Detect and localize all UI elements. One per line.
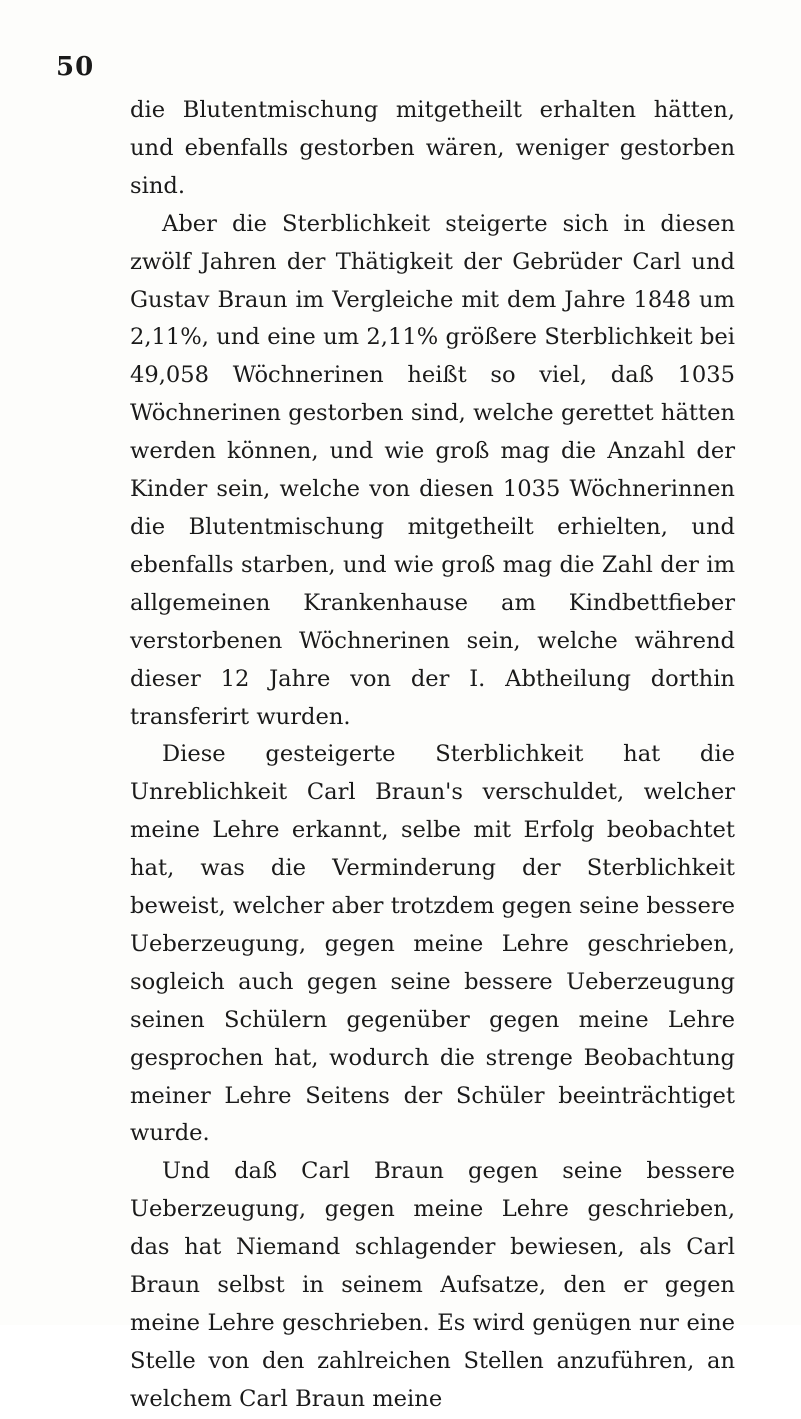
paragraph-continuation: die Blutentmischung mitgetheilt erhalten hätten, und ebenfalls gestorben wären, weniger gestorben sind. [130, 97, 735, 199]
paragraph-proof: Und daß Carl Braun gegen seine bessere Ueberzeugung, gegen meine Lehre geschrieben, das hat Niemand schlagender bewiesen, als Carl Braun selbst in seinem Aufsatze, den er gegen meine Lehre geschrieben. Es wird genügen nur eine Stelle von den zahlreichen Stellen anzuführen, an welchem Carl Braun meine [130, 1158, 735, 1412]
paragraph-mortality-increase: Aber die Sterblichkeit steigerte sich in diesen zwölf Jahren der Thätigkeit der Gebrüder Carl und Gustav Braun im Vergleiche mit dem Jahre 1848 um 2,11%, und eine um 2,11% größere Sterblichkeit bei 49,058 Wöchnerinen heißt so viel, daß 1035 Wöchnerinen gestorben sind, welche gerettet hätten werden können, und wie groß mag die Anzahl der Kinder sein, welche von diesen 1035 Wöchnerinnen die Blutentmischung mitgetheilt erhielten, und ebenfalls starben, und wie groß mag die Zahl der im allgemeinen Krankenhause am Kindbettfieber verstorbenen Wöchnerinen sein, welche während dieser 12 Jahre von der I. Abtheilung dorthin transferirt wurden. [130, 210, 735, 730]
body-text [130, 92, 735, 1419]
paragraph-dishonesty: Diese gesteigerte Sterblichkeit hat die Unreblichkeit Carl Braun's verschuldet, welcher meine Lehre erkannt, selbe mit Erfolg beobachtet hat, was die Verminderung der Sterblichkeit beweist, welcher aber trotzdem gegen seine bessere Ueberzeugung, gegen meine Lehre geschrieben, sogleich auch gegen seine bessere Ueberzeugung seinen Schülern gegenüber gegen meine Lehre gesprochen hat, wodurch die strenge Beobachtung meiner Lehre Seitens der Schüler beeinträchtiget wurde. [130, 741, 735, 1147]
page-number: 50 [56, 52, 95, 82]
